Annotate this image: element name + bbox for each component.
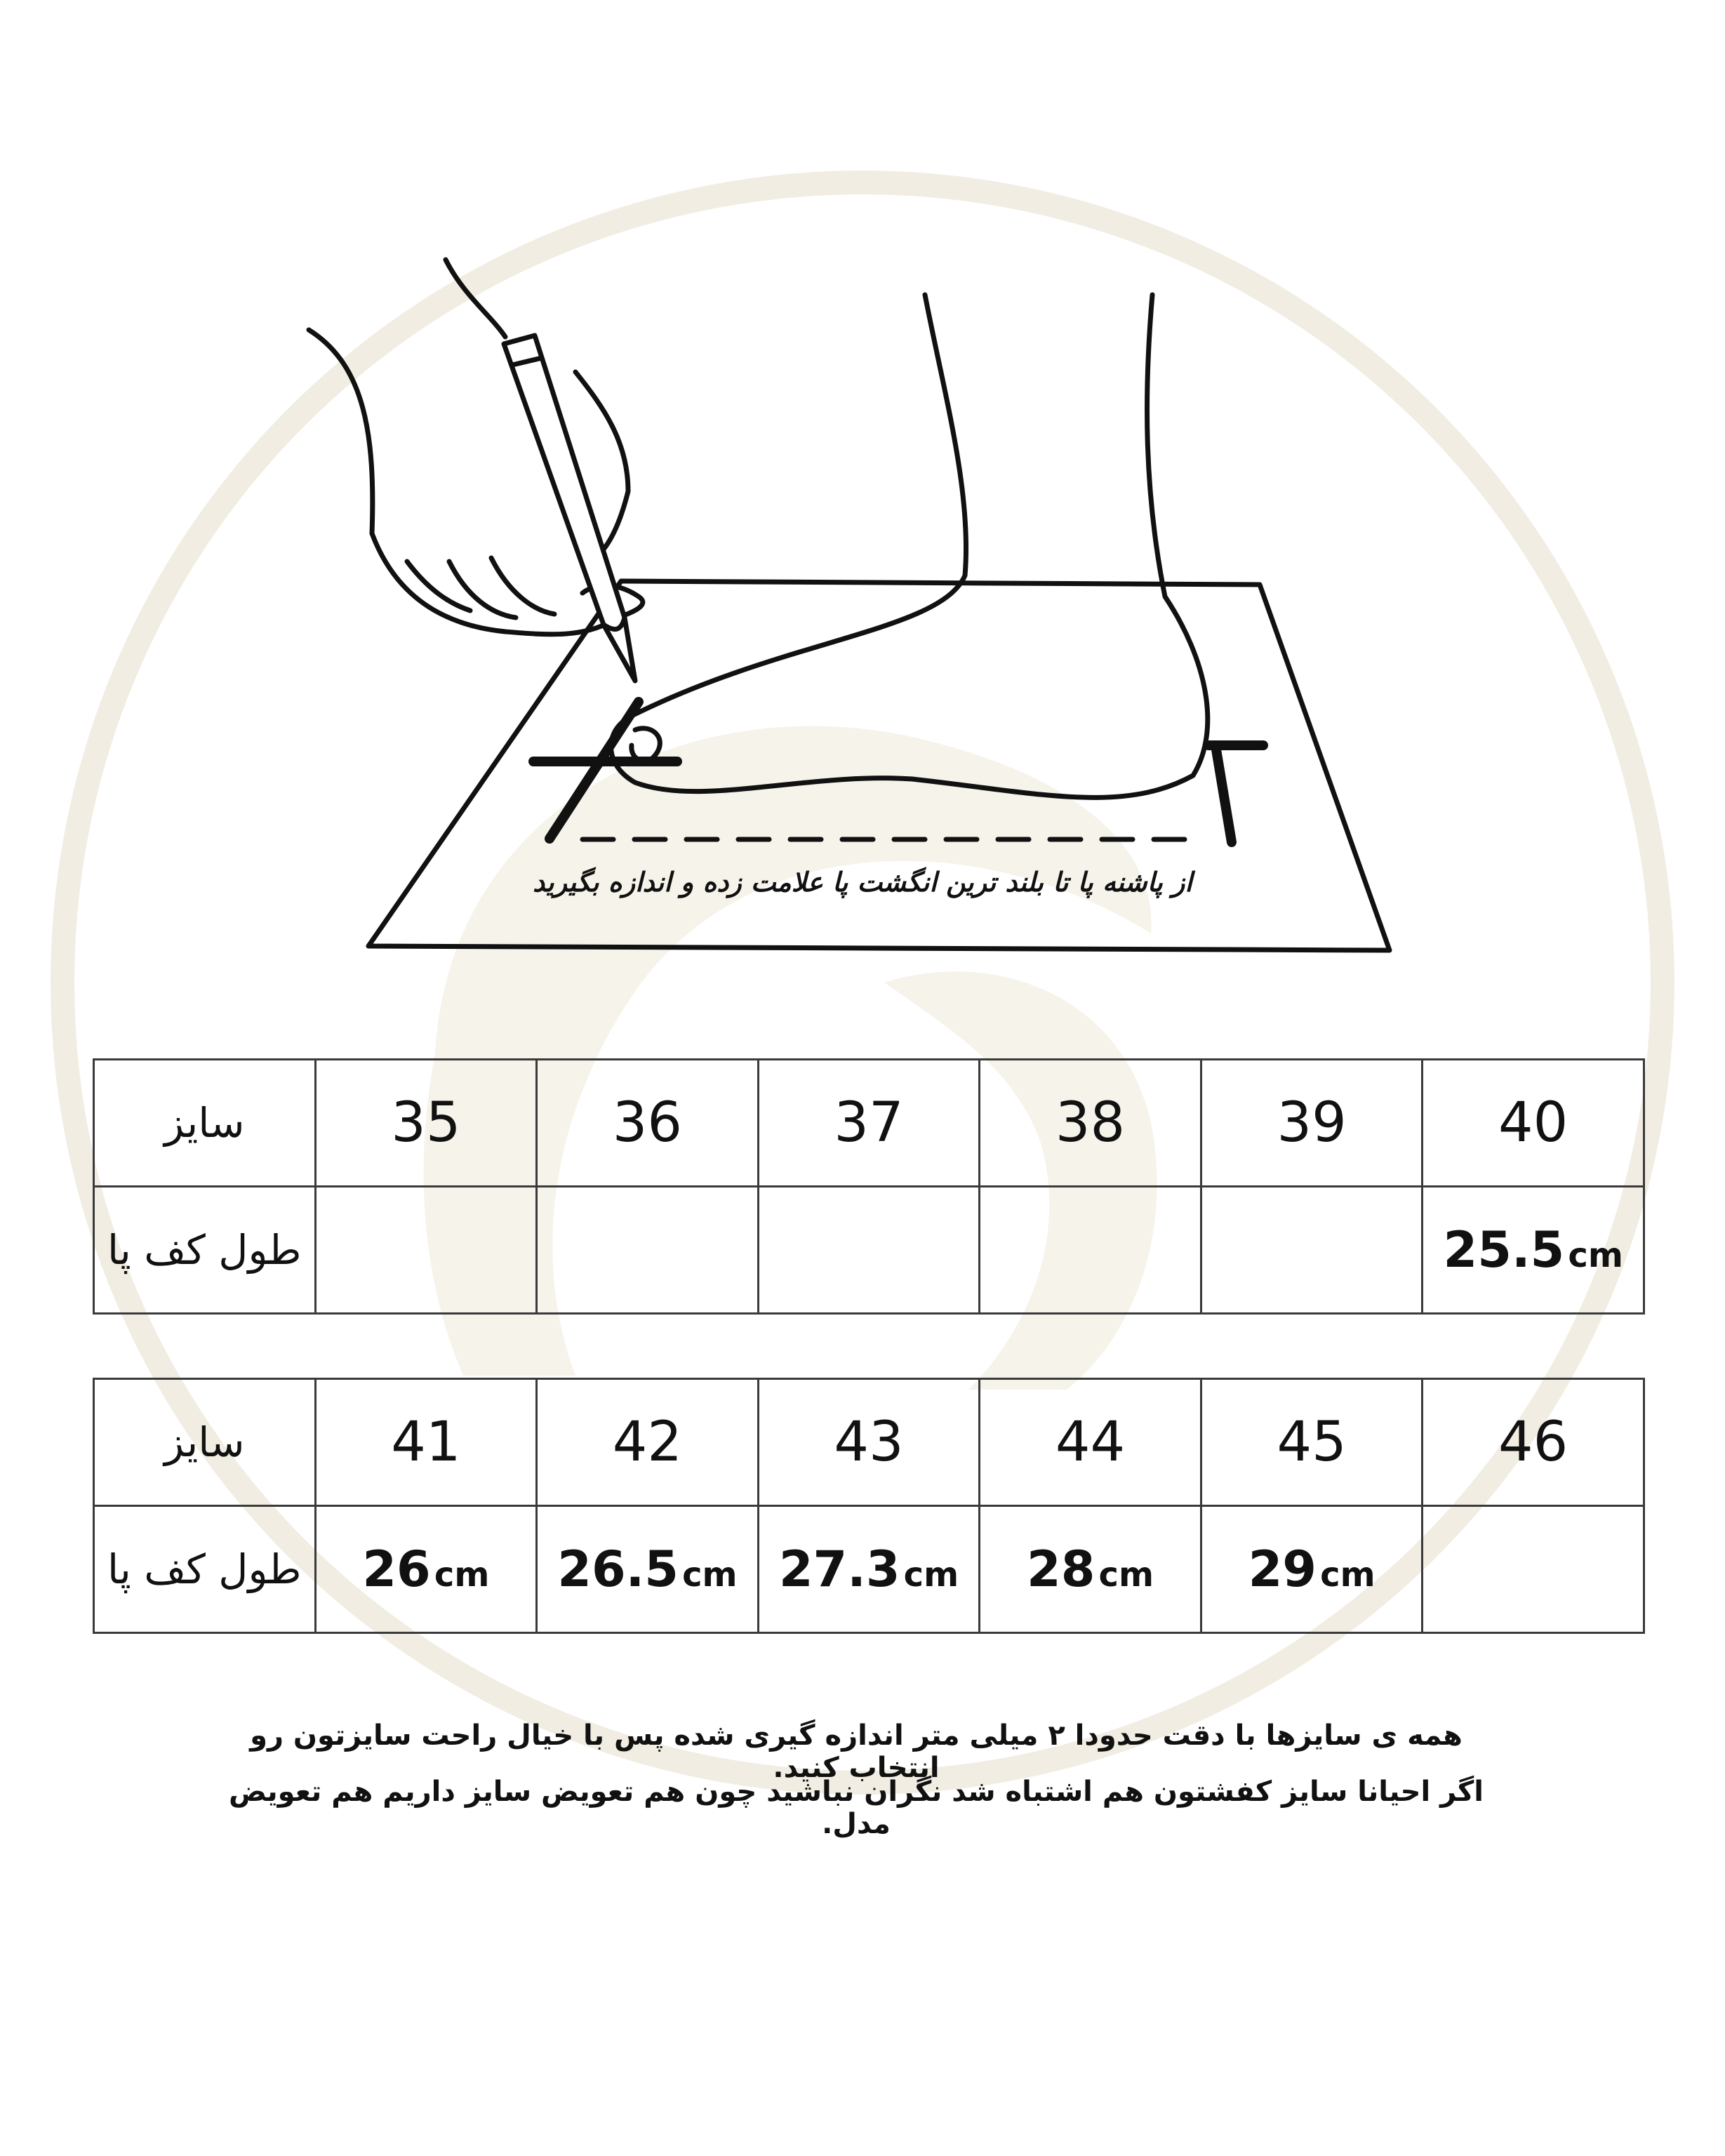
length-cell	[758, 1506, 980, 1633]
size-value: 43	[834, 1411, 904, 1474]
size-value: 36	[612, 1091, 683, 1154]
size-cell	[1201, 1060, 1423, 1187]
length-value: 25.5	[1443, 1221, 1565, 1279]
length-value: 26.5	[557, 1541, 679, 1598]
length-unit: cm	[434, 1555, 490, 1595]
length-row	[94, 1506, 1644, 1633]
size-value: 46	[1498, 1411, 1569, 1474]
length-value: 29	[1248, 1541, 1317, 1598]
size-table-2	[93, 1378, 1645, 1634]
length-header-cell	[94, 1506, 316, 1633]
length-cell	[1423, 1506, 1644, 1633]
length-unit: cm	[682, 1555, 738, 1595]
foot-measuring-illustration	[0, 0, 1725, 983]
size-header-cell	[94, 1060, 316, 1187]
size-value: 42	[612, 1411, 683, 1474]
accuracy-note: همه ی سایزها با دقت حدودا ۲ میلی متر اندازه گیری شده پس با خیال راحت سایزتون رو انتخاب کنید.	[250, 1719, 1463, 1784]
length-cell	[537, 1187, 759, 1314]
length-value: 26	[362, 1541, 431, 1598]
size-label: سایز	[164, 1099, 245, 1147]
length-cell	[315, 1506, 537, 1633]
exchange-note: اگر احیانا سایز کفشتون هم اشتباه شد نگران نباشید چون هم تعویض سایز داریم هم تعویض مدل.	[229, 1776, 1484, 1840]
size-row	[94, 1060, 1644, 1187]
size-cell	[1201, 1379, 1423, 1506]
length-value: 28	[1027, 1541, 1095, 1598]
size-value: 37	[834, 1091, 904, 1154]
length-cell	[1423, 1187, 1644, 1314]
size-cell	[758, 1060, 980, 1187]
size-row	[94, 1379, 1644, 1506]
length-cell	[1201, 1187, 1423, 1314]
size-cell	[315, 1060, 537, 1187]
size-value: 38	[1055, 1091, 1126, 1154]
length-cell	[537, 1506, 759, 1633]
measuring-instruction: از پاشنه پا تا بلند ترین انگشت پا علامت زده و اندازه بگیرید	[533, 867, 1192, 898]
size-cell	[758, 1379, 980, 1506]
length-unit: cm	[1568, 1236, 1623, 1275]
foot-outline	[611, 295, 1208, 797]
foot-length-label: طول کف پا	[107, 1545, 302, 1593]
size-cell	[537, 1379, 759, 1506]
size-cell	[315, 1379, 537, 1506]
length-unit: cm	[1320, 1555, 1376, 1595]
size-label: سایز	[164, 1418, 245, 1466]
length-value: 27.3	[778, 1541, 900, 1598]
size-header-cell	[94, 1379, 316, 1506]
length-cell	[980, 1506, 1201, 1633]
size-cell	[1423, 1379, 1644, 1506]
size-cell	[980, 1060, 1201, 1187]
length-unit: cm	[1098, 1555, 1154, 1595]
size-cell	[980, 1379, 1201, 1506]
length-cell	[315, 1187, 537, 1314]
size-value: 39	[1277, 1091, 1347, 1154]
size-cell	[1423, 1060, 1644, 1187]
size-value: 45	[1277, 1411, 1347, 1474]
size-value: 35	[391, 1091, 461, 1154]
length-header-cell	[94, 1187, 316, 1314]
length-cell	[758, 1187, 980, 1314]
size-cell	[537, 1060, 759, 1187]
length-cell	[980, 1187, 1201, 1314]
size-table-1	[93, 1058, 1645, 1315]
size-value: 40	[1498, 1091, 1569, 1154]
size-value: 44	[1055, 1411, 1126, 1474]
size-value: 41	[391, 1411, 461, 1474]
length-unit: cm	[903, 1555, 959, 1595]
length-cell	[1201, 1506, 1423, 1633]
foot-length-label: طول کف پا	[107, 1226, 302, 1274]
length-row	[94, 1187, 1644, 1314]
